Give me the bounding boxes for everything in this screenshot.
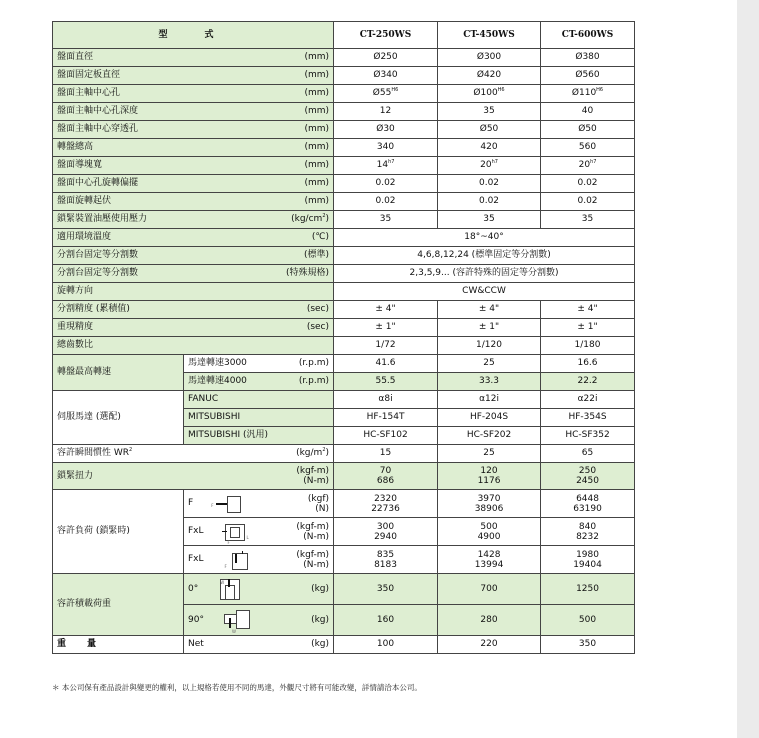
cell-value: Ø300 <box>438 49 541 67</box>
cell-value: Ø560 <box>541 67 635 85</box>
row-label: 盤面固定板直徑 <box>57 70 121 80</box>
cell-value: 35 <box>438 211 541 229</box>
row-unit: (mm) <box>304 52 330 62</box>
row-unit: (mm) <box>304 178 330 188</box>
row-label: 盤面直徑 <box>57 52 94 62</box>
row-unit: $(kg/m^2)$ <box>296 447 330 458</box>
row-unit: (kg) <box>311 639 330 649</box>
row-unit: (特殊規格) <box>285 268 330 278</box>
row-label: FxL <box>188 526 204 536</box>
cell-value: $Ø55^{H6}$ <box>334 85 438 103</box>
cell-value: 25 <box>438 355 541 373</box>
cell-value-span: 2,3,5,9... (容許特殊的固定等分割數) <box>334 265 635 283</box>
row-unit: (r.p.m) <box>298 358 330 368</box>
cell-value: Ø380 <box>541 49 635 67</box>
table-row <box>53 229 635 247</box>
cell-value: Ø30 <box>334 121 438 139</box>
cell-value: ± 4" <box>541 301 635 319</box>
row-label: 馬達轉速4000 <box>188 376 247 386</box>
cell-value: 6448 63190 <box>541 490 635 518</box>
row-label: Net <box>188 639 204 649</box>
table-row <box>53 636 635 654</box>
cell-value-span: 4,6,8,12,24 (標準固定等分割數) <box>334 247 635 265</box>
cell-value: Ø420 <box>438 67 541 85</box>
vertical-load-icon: W <box>222 608 256 632</box>
row-unit: $(kg/cm^2)$ <box>291 213 330 224</box>
cell-value: 22.2 <box>541 373 635 391</box>
cell-value: 35 <box>334 211 438 229</box>
row-label: 分割台固定等分割數 <box>57 250 139 260</box>
moment-force-icon: L F <box>222 522 256 542</box>
group-label: 容許負荷 (鎖緊時) <box>53 490 184 574</box>
table-row <box>53 139 635 157</box>
row-label: 馬達轉速3000 <box>188 358 247 368</box>
row-label: FANUC <box>184 391 334 409</box>
row-unit: (kgf-m) (N-m) <box>296 521 330 542</box>
cell-value: $Ø100^{H6}$ <box>438 85 541 103</box>
row-label: 容許瞬間慣性 $WR^2$ <box>57 447 133 458</box>
row-unit: (kgf-m) (N-m) <box>296 549 330 570</box>
cell-value: 120 1176 <box>438 463 541 490</box>
cell-value: 35 <box>541 211 635 229</box>
cell-value: 1/120 <box>438 337 541 355</box>
cell-value: 560 <box>541 139 635 157</box>
cell-value: 350 <box>334 574 438 605</box>
cell-value: 280 <box>438 605 541 636</box>
cell-value: ± 1" <box>541 319 635 337</box>
table-row <box>53 301 635 319</box>
cell-value: HC-SF102 <box>334 427 438 445</box>
table-row <box>53 574 635 605</box>
table-row <box>53 247 635 265</box>
table-row <box>53 391 635 409</box>
row-unit: (mm) <box>304 142 330 152</box>
cell-value: $Ø110^{H6}$ <box>541 85 635 103</box>
row-unit: (標準) <box>303 250 330 260</box>
row-label: 轉盤總高 <box>57 142 94 152</box>
cell-value: Ø50 <box>541 121 635 139</box>
footnote: ＊ 本公司保有產品設計與變更的權利，以上規格若使用不同的馬達，外觀尺寸將有可能改變，詳情請洽本公司。 <box>52 683 422 692</box>
row-label: 90° <box>188 614 204 625</box>
cell-value: Ø50 <box>438 121 541 139</box>
cell-value: 0.02 <box>541 175 635 193</box>
row-label: 重現精度 <box>57 322 94 332</box>
cell-value: Ø340 <box>334 67 438 85</box>
cell-value: 500 <box>541 605 635 636</box>
tolerance-sup: h7 <box>590 159 597 165</box>
cell-value: ± 4" <box>334 301 438 319</box>
cell-value: 65 <box>541 445 635 463</box>
cell-value-span: 18°~40° <box>334 229 635 247</box>
group-label: 轉盤最高轉速 <box>53 355 184 391</box>
row-label: 盤面主軸中心孔深度 <box>57 106 139 116</box>
row-unit: (kgf-m) (N-m) <box>296 466 330 486</box>
cell-value: 100 <box>334 636 438 654</box>
row-unit: (℃) <box>311 232 330 242</box>
cell-value: ± 1" <box>334 319 438 337</box>
cell-value: 1428 13994 <box>438 546 541 574</box>
cell-value: Ø250 <box>334 49 438 67</box>
cell-value: 70 686 <box>334 463 438 490</box>
table-row <box>53 157 635 175</box>
cell-value: 350 <box>541 636 635 654</box>
cell-value: 700 <box>438 574 541 605</box>
row-label: MITSUBISHI (汎用) <box>184 427 334 445</box>
cell-value: 835 8183 <box>334 546 438 574</box>
cell-value: 1250 <box>541 574 635 605</box>
table-row <box>53 445 635 463</box>
cell-value: 55.5 <box>334 373 438 391</box>
cell-value: 33.3 <box>438 373 541 391</box>
table-row <box>53 337 635 355</box>
row-unit: (mm) <box>304 196 330 206</box>
cell-value: 250 2450 <box>541 463 635 490</box>
table-row <box>53 355 635 373</box>
tolerance-sup: H6 <box>391 87 399 93</box>
cell-value: 0.02 <box>438 193 541 211</box>
row-label: 總齒數比 <box>57 340 94 350</box>
cell-value: HC-SF202 <box>438 427 541 445</box>
cell-value: ± 4" <box>438 301 541 319</box>
row-label: FxL <box>188 554 204 564</box>
cell-value: 25 <box>438 445 541 463</box>
cell-value: HF-354S <box>541 409 635 427</box>
cell-value: 160 <box>334 605 438 636</box>
cell-value: 220 <box>438 636 541 654</box>
table-row <box>53 283 635 301</box>
cell-value: α8i <box>334 391 438 409</box>
cell-value: 300 2940 <box>334 518 438 546</box>
row-unit: (kg) <box>311 583 330 594</box>
table-row <box>53 175 635 193</box>
row-label: 盤面旋轉起伏 <box>57 196 112 206</box>
row-unit: (mm) <box>304 160 330 170</box>
tolerance-sup: h7 <box>388 159 395 165</box>
row-unit: (kg) <box>311 614 330 625</box>
row-unit: (mm) <box>304 124 330 134</box>
row-label: 鎖緊裝置油壓使用壓力 <box>57 214 148 224</box>
cell-value: $20^{h7}$ <box>438 157 541 175</box>
table-row <box>53 193 635 211</box>
page-side-strip <box>737 0 759 738</box>
cell-value: 420 <box>438 139 541 157</box>
horizontal-load-icon: W <box>216 577 250 601</box>
table-row <box>53 103 635 121</box>
tolerance-sup: H6 <box>596 87 604 93</box>
cell-value: HF-154T <box>334 409 438 427</box>
tangential-force-icon: F <box>222 550 256 570</box>
row-label: 鎖緊扭力 <box>57 470 94 481</box>
row-unit: (mm) <box>304 88 330 98</box>
group-label: 伺服馬達 (選配) <box>53 391 184 445</box>
table-row <box>53 319 635 337</box>
cell-value: 340 <box>334 139 438 157</box>
cell-value: 500 4900 <box>438 518 541 546</box>
cell-value: 41.6 <box>334 355 438 373</box>
cell-value: 15 <box>334 445 438 463</box>
tolerance-sup: H6 <box>497 87 505 93</box>
cell-value: 2320 22736 <box>334 490 438 518</box>
cell-value: HF-204S <box>438 409 541 427</box>
cell-value-span: CW&CCW <box>334 283 635 301</box>
row-label: 0° <box>188 583 199 594</box>
table-row <box>53 85 635 103</box>
row-label: MITSUBISHI <box>184 409 334 427</box>
cell-value: 3970 38906 <box>438 490 541 518</box>
cell-value: 1980 19404 <box>541 546 635 574</box>
cell-value: α12i <box>438 391 541 409</box>
row-unit: (sec) <box>306 322 330 332</box>
spec-table <box>52 21 635 654</box>
group-label: 容許積載荷重 <box>53 574 184 636</box>
row-unit: (mm) <box>304 70 330 80</box>
table-row <box>53 463 635 490</box>
row-label: 盤面主軸中心孔 <box>57 88 121 98</box>
cell-value: 16.6 <box>541 355 635 373</box>
model-header: CT-600WS <box>541 22 635 49</box>
cell-value: $20^{h7}$ <box>541 157 635 175</box>
row-label: F <box>188 498 194 508</box>
row-label: 適用環境溫度 <box>57 232 112 242</box>
cell-value: 40 <box>541 103 635 121</box>
cell-value: ± 1" <box>438 319 541 337</box>
cell-value: HC-SF352 <box>541 427 635 445</box>
table-row <box>53 265 635 283</box>
table-row <box>53 490 635 518</box>
row-label: 盤面導塊寬 <box>57 160 103 170</box>
cell-value: 0.02 <box>334 175 438 193</box>
axial-force-icon: F <box>211 494 245 514</box>
row-unit: (sec) <box>306 304 330 314</box>
table-row <box>53 211 635 229</box>
row-label: 重 量 <box>53 636 184 654</box>
cell-value: 35 <box>438 103 541 121</box>
row-label: 盤面中心孔旋轉偏擺 <box>57 178 139 188</box>
cell-value: α22i <box>541 391 635 409</box>
cell-value: 840 8232 <box>541 518 635 546</box>
row-label: 分割台固定等分割數 <box>57 268 139 278</box>
cell-value: 0.02 <box>438 175 541 193</box>
table-row <box>53 121 635 139</box>
row-label: 旋轉方向 <box>57 286 94 296</box>
row-label: 盤面主軸中心穿透孔 <box>57 124 139 134</box>
cell-value: 0.02 <box>334 193 438 211</box>
cell-value: 1/72 <box>334 337 438 355</box>
header-row <box>53 22 635 49</box>
cell-value: 0.02 <box>541 193 635 211</box>
row-unit: (r.p.m) <box>298 376 330 386</box>
row-unit: (mm) <box>304 106 330 116</box>
row-label: 分割精度 (累積值) <box>57 304 130 314</box>
model-header: CT-450WS <box>438 22 541 49</box>
row-unit: (kgf) (N) <box>307 493 330 514</box>
type-header: 型 式 <box>53 22 334 49</box>
cell-value: 12 <box>334 103 438 121</box>
cell-value: 1/180 <box>541 337 635 355</box>
cell-value: $14^{h7}$ <box>334 157 438 175</box>
table-row <box>53 67 635 85</box>
tolerance-sup: h7 <box>491 159 498 165</box>
model-header: CT-250WS <box>334 22 438 49</box>
table-row <box>53 49 635 67</box>
